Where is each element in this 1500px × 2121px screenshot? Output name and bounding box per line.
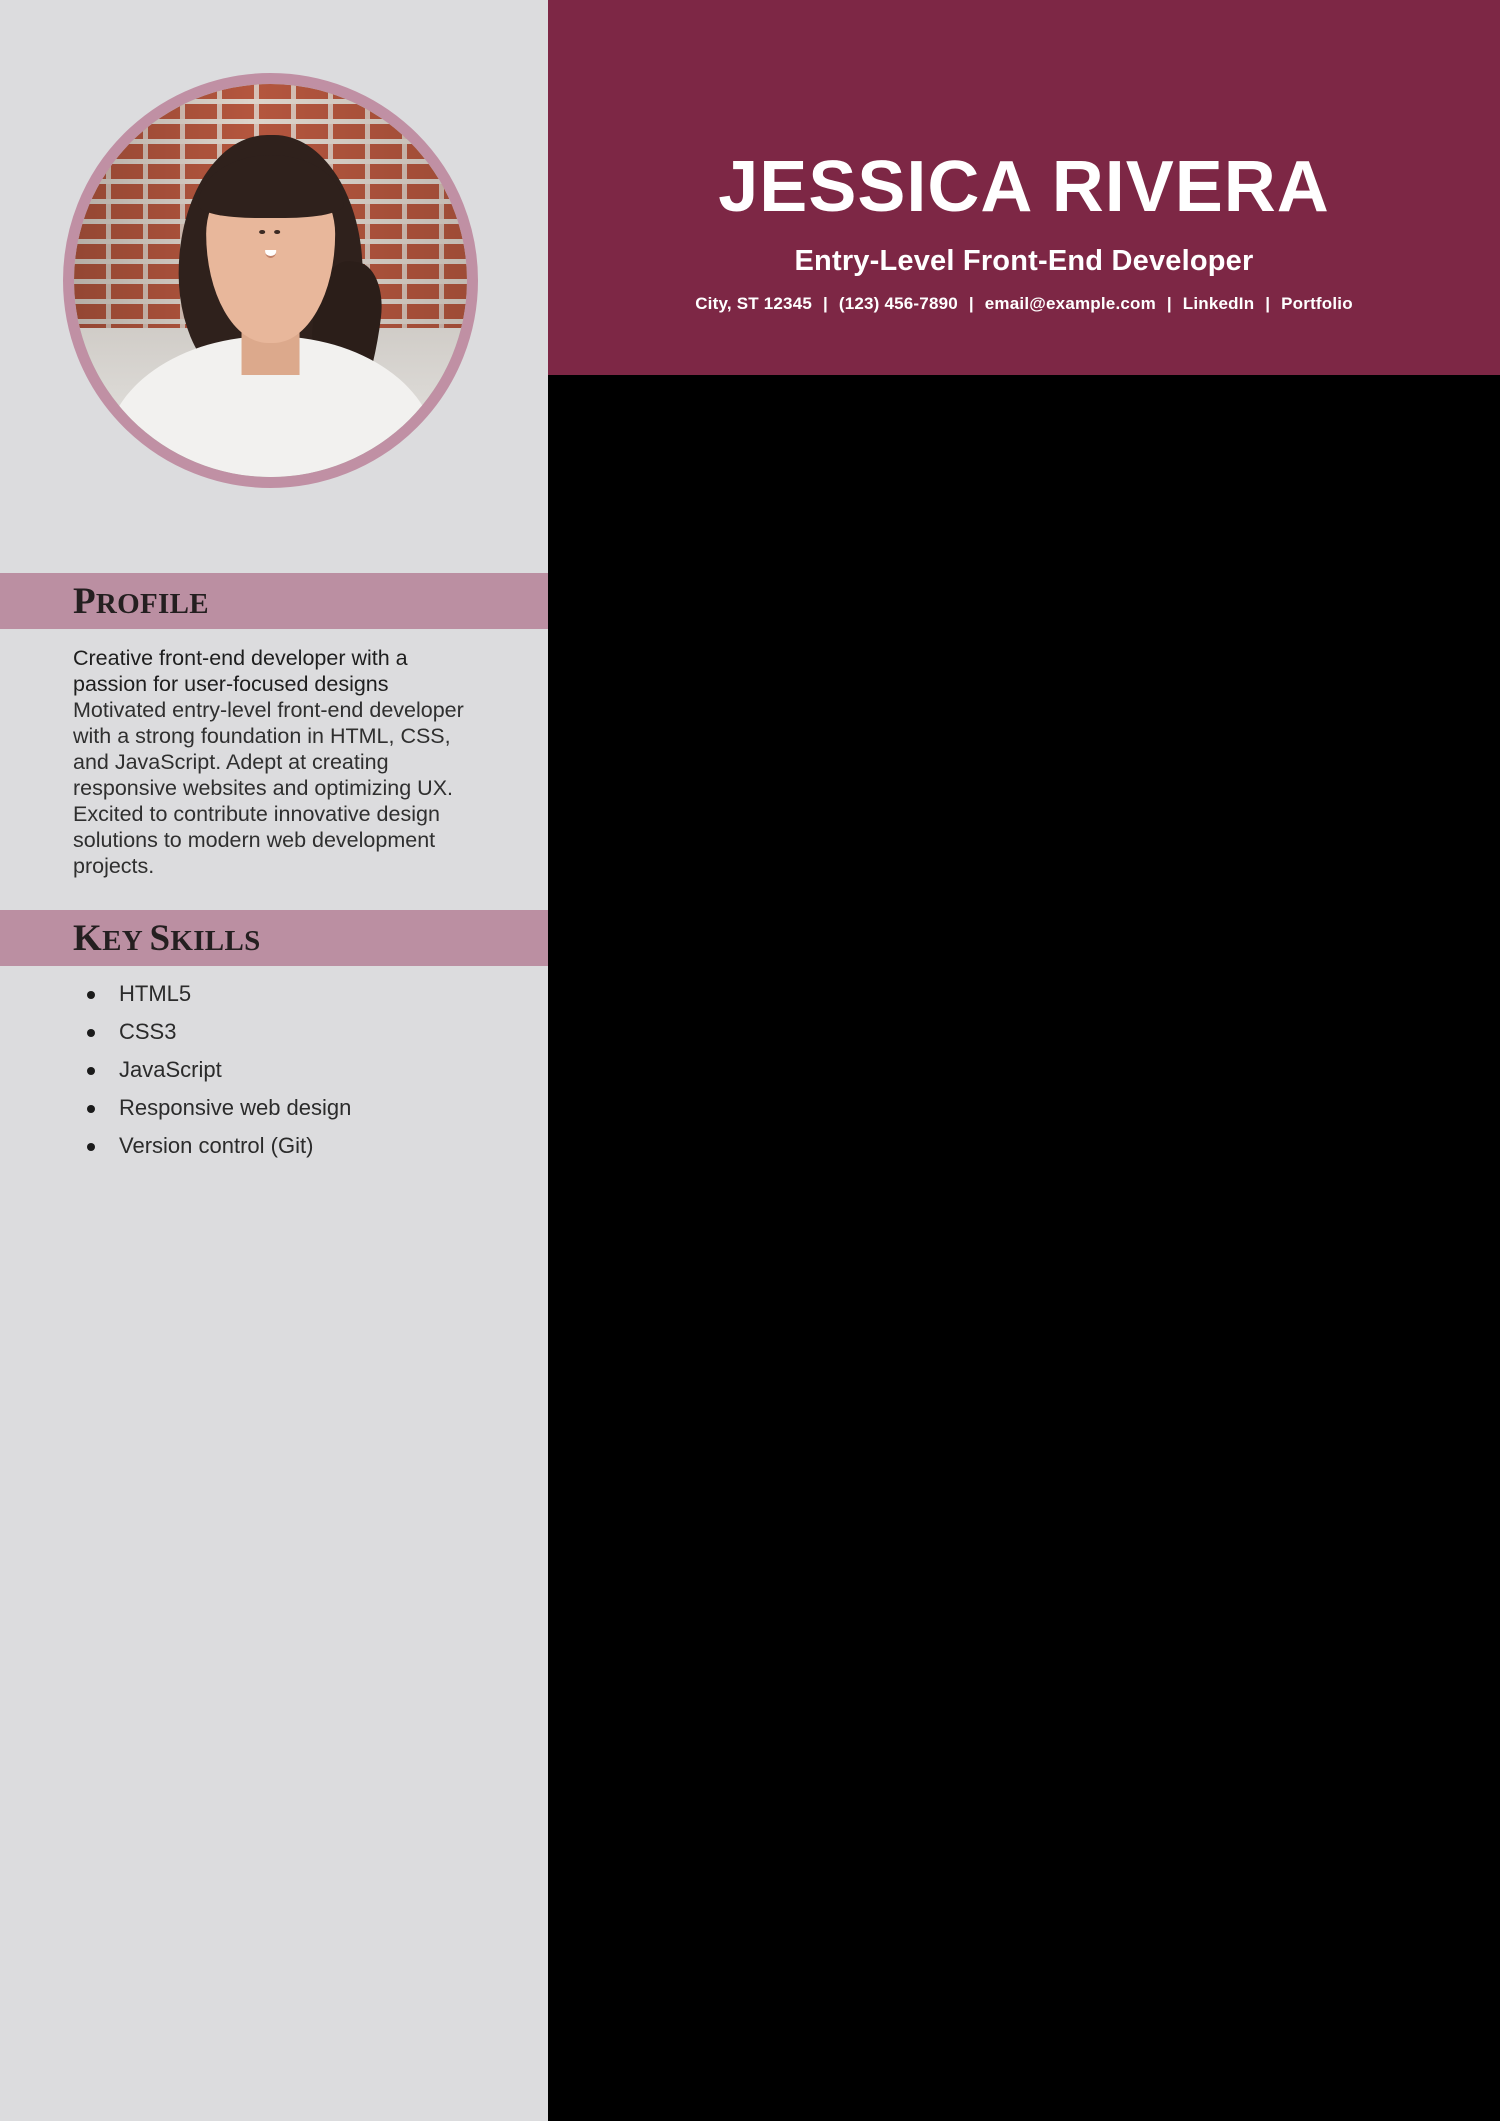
section-header-key-skills	[0, 910, 548, 966]
list-item: Version control (Git)	[73, 1127, 503, 1165]
key-skills-list	[73, 975, 503, 1165]
profile-heading	[73, 580, 209, 623]
contact-separator: |	[1166, 294, 1172, 313]
profile-lead-text: Creative front-end developer with a passion for user-focused designs	[73, 646, 408, 696]
profile-heading-rest: ROFILE	[95, 587, 209, 620]
person-smile	[265, 250, 277, 258]
list-item: JavaScript	[73, 1051, 503, 1089]
list-item: CSS3	[73, 1013, 503, 1051]
sidebar	[0, 0, 548, 2121]
avatar-image	[74, 84, 467, 477]
contact-email[interactable]: email@example.com	[984, 294, 1156, 313]
contact-linkedin[interactable]: LinkedIn	[1182, 294, 1255, 313]
key-skills-heading-initial-key: K	[73, 917, 103, 959]
header-band	[548, 0, 1500, 375]
contact-phone: (123) 456-7890	[838, 294, 958, 313]
person-eye-right	[274, 230, 280, 234]
job-title: Entry-Level Front-End Developer	[794, 245, 1254, 277]
key-skills-heading-rest-key: EY	[102, 924, 150, 957]
photo-area	[0, 0, 548, 570]
contact-line	[548, 294, 1500, 314]
avatar	[63, 73, 478, 488]
contact-separator: |	[822, 294, 828, 313]
contact-portfolio[interactable]: Portfolio	[1281, 294, 1353, 313]
profile-paragraph: Motivated entry-level front-end developer with a strong foundation in HTML, CSS, and JavaScript. Adept at creating responsive websites and optimizing UX. Excited to contribute innovative design solutions to modern web development projects.	[73, 698, 464, 878]
main-column	[548, 0, 1500, 2121]
profile-heading-initial: P	[73, 580, 96, 622]
contact-separator: |	[1265, 294, 1271, 313]
page-title: JESSICA RIVERA	[718, 147, 1330, 227]
contact-separator: |	[968, 294, 974, 313]
person-eye-left	[259, 230, 265, 234]
profile-body	[73, 645, 483, 879]
key-skills-heading-initial-skills: S	[149, 917, 171, 959]
key-skills-heading-rest-skills: KILLS	[170, 924, 261, 957]
list-item: HTML5	[73, 975, 503, 1013]
section-header-profile	[0, 573, 548, 629]
contact-location: City, ST 12345	[695, 294, 813, 313]
key-skills-heading	[73, 917, 261, 960]
list-item: Responsive web design	[73, 1089, 503, 1127]
